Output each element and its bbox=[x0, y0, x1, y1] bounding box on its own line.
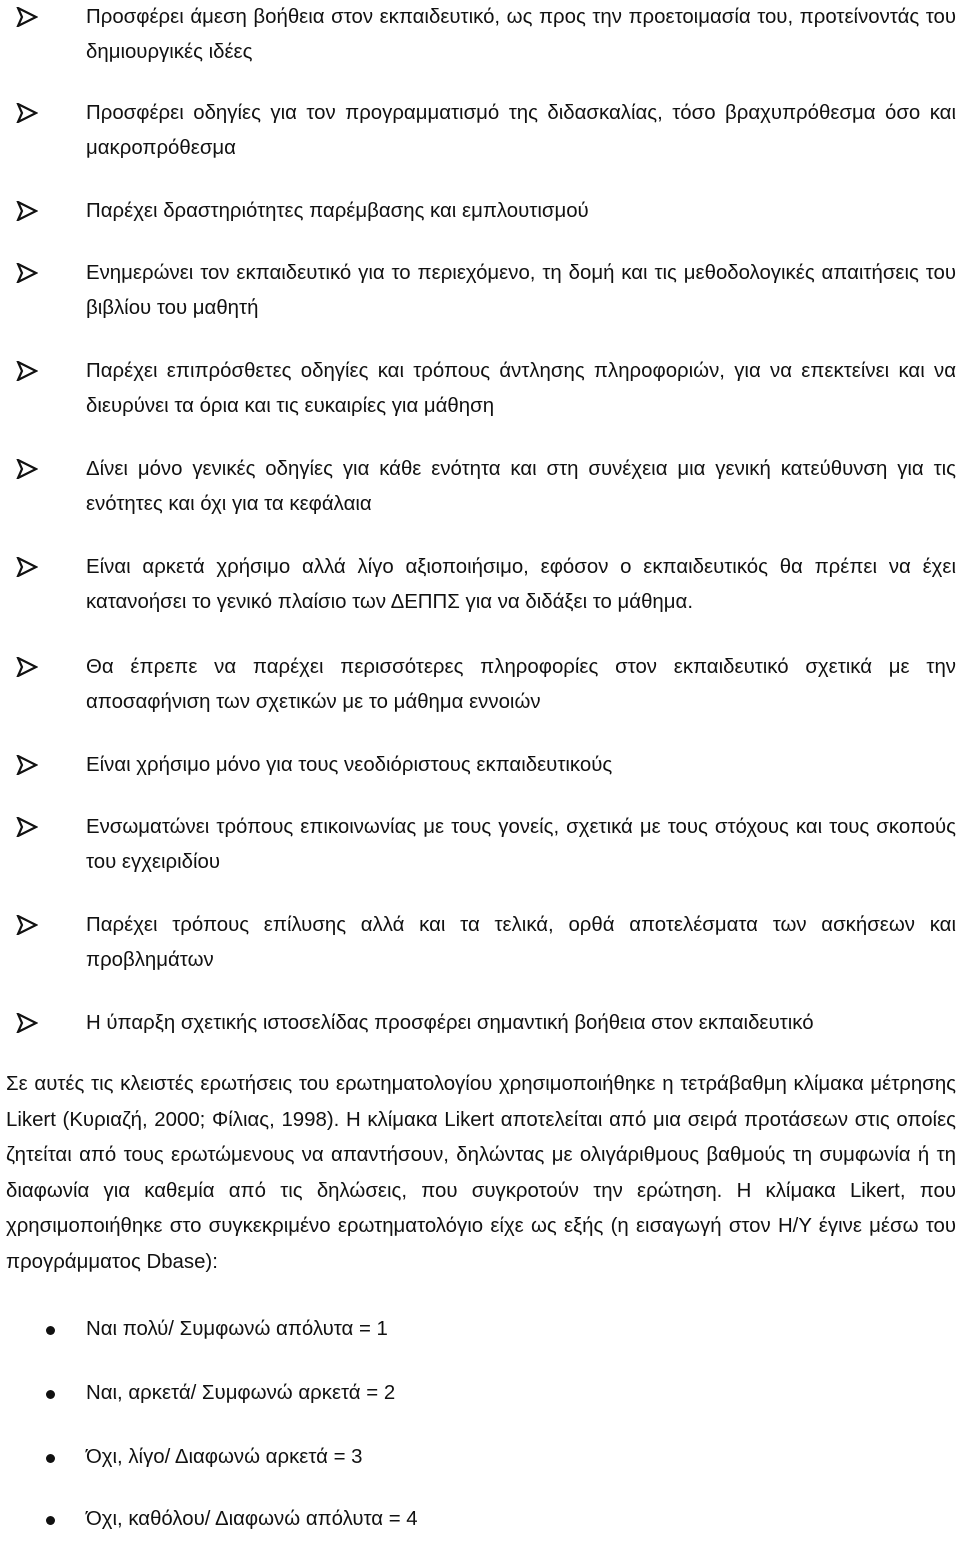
list-item bbox=[0, 1440, 960, 1480]
list-item bbox=[0, 1312, 960, 1352]
list-item-text: Παρέχει δραστηριότητες παρέμβασης και εμπλουτισμού bbox=[86, 200, 589, 222]
list-item-text: Παρέχει τρόπους επίλυσης αλλά και τα τελικά, ορθά αποτελέσματα των ασκήσεων και προβλημάτων bbox=[86, 914, 956, 971]
arrowhead-bullet-icon bbox=[16, 1013, 38, 1033]
arrowhead-bullet-icon bbox=[16, 915, 38, 935]
arrowhead-bullet-icon bbox=[16, 103, 38, 123]
list-item-text: Παρέχει επιπρόσθετες οδηγίες και τρόπους άντλησης πληροφοριών, για να επεκτείνει και να διευρύνει τα όρια και τις ευκαιρίες για μάθηση bbox=[86, 360, 956, 417]
dot-bullet-icon bbox=[46, 1454, 55, 1463]
dot-bullet-icon bbox=[46, 1326, 55, 1335]
list-item-text: Είναι χρήσιμο μόνο για τους νεοδιόριστους εκπαιδευτικούς bbox=[86, 754, 613, 776]
arrowhead-bullet-icon bbox=[16, 817, 38, 837]
arrowhead-bullet-icon bbox=[16, 7, 38, 27]
arrowhead-bullet-icon bbox=[16, 361, 38, 381]
list-item bbox=[0, 1502, 960, 1542]
list-item-text: Ενημερώνει τον εκπαιδευτικό για το περιεχόμενο, τη δομή και τις μεθοδολογικές απαιτήσεις του βιβλίου του μαθητή bbox=[86, 262, 956, 319]
arrowhead-bullet-icon bbox=[16, 201, 38, 221]
body-paragraph: Σε αυτές τις κλειστές ερωτήσεις του ερωτηματολογίου χρησιμοποιήθηκε η τετράβαθμη κλίμακα μέτρησης Likert (Κυριαζή, 2000; Φίλιας, 1998). Η κλίμακα Likert αποτελείται από μια σειρά προτάσεων στις οποίες ζητείται από τους ερωτώμενους να απαντήσουν, δηλώντας με ολιγάριθμους βαθμούς τη συμφωνία ή τη διαφωνία για καθεμία από τις δηλώσεις, που συγκροτούν την ερώτηση. Η κλίμακα Likert, που χρησιμοποιήθηκε στο συγκεκριμένο ερωτηματολόγιο είχε ως εξής (η εισαγωγή στον Η/Υ έγινε μέσω του προγράμματος Dbase): bbox=[6, 1073, 956, 1273]
arrowhead-bullet-icon bbox=[16, 557, 38, 577]
list-item-text: Η ύπαρξη σχετικής ιστοσελίδας προσφέρει σημαντική βοήθεια στον εκπαιδευτικό bbox=[86, 1012, 814, 1034]
arrowhead-bullet-icon bbox=[16, 263, 38, 283]
list-item-text: Ναι, αρκετά/ Συμφωνώ αρκετά = 2 bbox=[86, 1382, 396, 1404]
arrowhead-bullet-icon bbox=[16, 657, 38, 677]
list-item-text: Όχι, καθόλου/ Διαφωνώ απόλυτα = 4 bbox=[86, 1508, 418, 1530]
list-item-text: Είναι αρκετά χρήσιμο αλλά λίγο αξιοποιήσιμο, εφόσον ο εκπαιδευτικός θα πρέπει να έχει κατανοήσει το γενικό πλαίσιο των ΔΕΠΠΣ για να διδάξει το μάθημα. bbox=[86, 556, 956, 613]
list-item-text: Προσφέρει άμεση βοήθεια στον εκπαιδευτικό, ως προς την προετοιμασία του, προτείνοντάς του δημιουργικές ιδέες bbox=[86, 6, 956, 63]
list-item-text: Δίνει μόνο γενικές οδηγίες για κάθε ενότητα και στη συνέχεια μια γενική κατεύθυνση για τις ενότητες και όχι για τα κεφάλαια bbox=[86, 458, 956, 515]
list-item bbox=[0, 1376, 960, 1416]
arrowhead-bullet-icon bbox=[16, 459, 38, 479]
arrowhead-bullet-icon bbox=[16, 755, 38, 775]
list-item-text: Όχι, λίγο/ Διαφωνώ αρκετά = 3 bbox=[86, 1446, 363, 1468]
dot-bullet-icon bbox=[46, 1390, 55, 1399]
list-item-text: Θα έπρεπε να παρέχει περισσότερες πληροφορίες στον εκπαιδευτικό σχετικά με την αποσαφήνιση των σχετικών με το μάθημα εννοιών bbox=[86, 656, 956, 713]
list-item-text: Προσφέρει οδηγίες για τον προγραμματισμό της διδασκαλίας, τόσο βραχυπρόθεσμα όσο και μακροπρόθεσμα bbox=[86, 102, 956, 159]
dot-bullet-icon bbox=[46, 1516, 55, 1525]
list-item-text: Ναι πολύ/ Συμφωνώ απόλυτα = 1 bbox=[86, 1318, 388, 1340]
list-item-text: Ενσωματώνει τρόπους επικοινωνίας με τους γονείς, σχετικά με τους στόχους και τους σκοπούς του εγχειριδίου bbox=[86, 816, 956, 873]
